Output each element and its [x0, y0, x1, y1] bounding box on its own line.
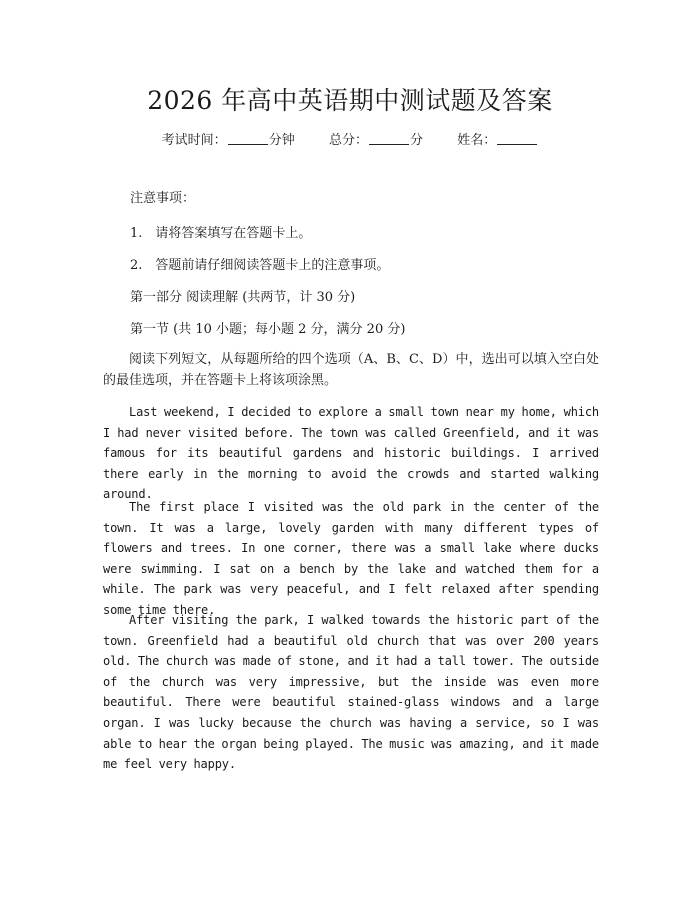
part-heading: 第一部分 阅读理解 (共两节，计 30 分) — [130, 290, 356, 305]
name-label: 姓名： — [457, 133, 497, 148]
score-unit: 分 — [410, 133, 424, 148]
passage-paragraph: After visiting the park, I walked towards the historic part of the town. Greenfield had a beautiful old church that was over 200 years old. The church was made of stone, and it had a tall tower. The outside of the church was very impressive, but the inside was even more beautiful. There were beautiful stained-glass windows and a large organ. I was lucky because the church was having a service, so I was able to hear the organ being played. The music was amazing, and it made me feel very happy. — [103, 613, 599, 772]
notice-item: 2. 答题前请仔细阅读答题卡上的注意事项。 — [130, 258, 390, 273]
time-unit: 分钟 — [268, 133, 295, 148]
score-label: 总分： — [328, 133, 368, 148]
notice-heading: 注意事项： — [130, 191, 196, 206]
passage-paragraph: Last weekend, I decided to explore a small town near my home, which I had never visited before. The town was called Greenfield, and it was famous for its beautiful gardens and historic buildings. I arrived there early in the morning to avoid the crowds and started walking around. — [103, 405, 599, 502]
exam-meta — [0, 130, 700, 152]
section-heading: 第一节 (共 10 小题；每小题 2 分，满分 20 分) — [130, 322, 406, 337]
passage-paragraph: The first place I visited was the old park in the center of the town. It was a large, lovely garden with many different types of flowers and trees. In one corner, there was a small lake where ducks were swimming. I sat on a bench by the lake and watched them for a while. The park was very peaceful, and I felt relaxed after spending some time there. — [103, 500, 599, 617]
time-label: 考试时间： — [161, 133, 227, 148]
score-blank[interactable] — [369, 130, 409, 145]
time-blank[interactable] — [228, 130, 268, 145]
page-title: 2026 年高中英语期中测试题及答案 — [147, 86, 553, 115]
reading-instruction: 阅读下列短文，从每题所给的四个选项（A、B、C、D）中，选出可以填入空白处的最佳选项，并在答题卡上将该项涂黑。 — [103, 352, 599, 388]
notice-item: 1. 请将答案填写在答题卡上。 — [130, 226, 312, 241]
name-blank[interactable] — [497, 130, 537, 145]
